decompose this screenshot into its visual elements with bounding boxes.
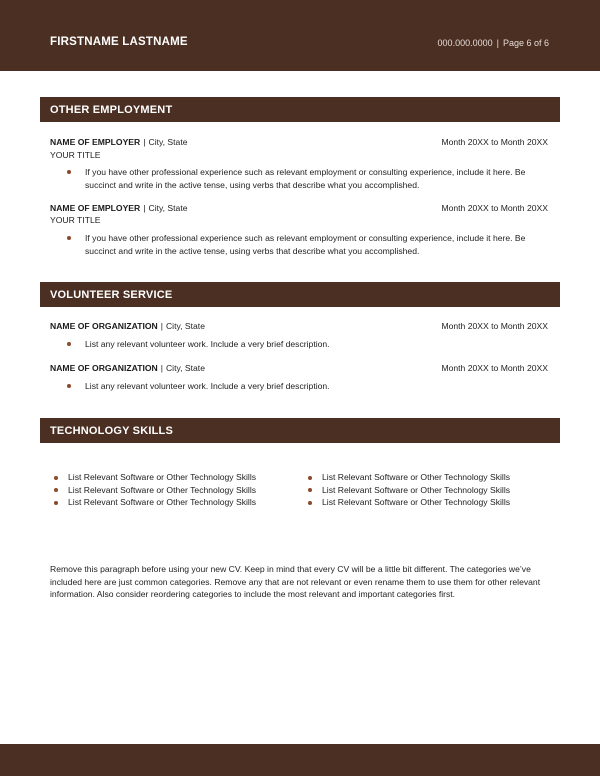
header-separator: | <box>496 38 499 48</box>
employment-bullet <box>85 166 551 191</box>
skill-item <box>304 496 544 509</box>
instruction-note: Remove this paragraph before using your new CV. Keep in mind that every CV will be a little bit different. The categories we’ve included here are just common categories. Remove any that are not relevant or even rename them to use them for other relevant information. Also consider reordering categories to include the most relevant and important categories first. <box>50 564 541 600</box>
page-number: Page 6 of 6 <box>502 38 549 48</box>
employment-bullet-text: If you have other professional experience such as relevant employment or consulting experience, include it here. Be succinct and write in the active tense, using verbs that describe what you accomplished. <box>85 167 526 190</box>
entry-separator: | <box>160 321 163 331</box>
entry-separator: | <box>160 363 163 373</box>
skill-text: List Relevant Software or Other Technology Skills <box>322 472 511 482</box>
volunteer-entry-header <box>50 320 548 332</box>
employment-entry-header <box>50 202 548 214</box>
organization-location: City, State <box>165 321 205 331</box>
job-title: YOUR TITLE <box>50 215 101 225</box>
section-technology-skills <box>40 418 560 443</box>
employment-dates: Month 20XX to Month 20XX <box>441 203 548 213</box>
page-footer <box>0 744 600 776</box>
organization-location: City, State <box>165 363 205 373</box>
skill-item <box>50 471 290 484</box>
bullet-icon <box>308 488 312 492</box>
skill-text: List Relevant Software or Other Technology Skills <box>68 497 257 507</box>
volunteer-bullet <box>85 380 551 393</box>
volunteer-entry-header <box>50 362 548 374</box>
skills-column-left <box>50 471 290 509</box>
section-title-volunteer-service: VOLUNTEER SERVICE <box>50 289 173 301</box>
employment-bullet <box>85 232 551 257</box>
skill-item <box>304 471 544 484</box>
employer-name: NAME OF EMPLOYER <box>50 203 141 213</box>
candidate-name: FIRSTNAME LASTNAME <box>50 36 188 48</box>
skill-text: List Relevant Software or Other Technology Skills <box>68 472 257 482</box>
skill-item <box>50 496 290 509</box>
bullet-icon <box>54 501 58 505</box>
section-title-technology-skills: TECHNOLOGY SKILLS <box>50 425 173 437</box>
skill-text: List Relevant Software or Other Technology Skills <box>322 497 511 507</box>
bullet-icon <box>67 342 71 346</box>
bullet-icon <box>54 488 58 492</box>
bullet-icon <box>67 236 71 240</box>
volunteer-dates: Month 20XX to Month 20XX <box>441 321 548 331</box>
bullet-icon <box>308 501 312 505</box>
employer-name: NAME OF EMPLOYER <box>50 137 141 147</box>
employment-dates: Month 20XX to Month 20XX <box>441 137 548 147</box>
skill-text: List Relevant Software or Other Technology Skills <box>68 484 257 495</box>
bullet-icon <box>308 476 312 480</box>
volunteer-bullet <box>85 338 551 351</box>
employment-entry-header <box>50 136 548 148</box>
volunteer-bullet-text: List any relevant volunteer work. Include a very brief description. <box>85 381 330 391</box>
entry-separator: | <box>143 137 146 147</box>
skill-item <box>304 484 544 497</box>
skills-column-right <box>304 471 544 509</box>
skill-item <box>50 484 290 497</box>
page-header <box>0 0 600 71</box>
volunteer-dates: Month 20XX to Month 20XX <box>441 363 548 373</box>
job-title: YOUR TITLE <box>50 150 101 160</box>
employer-location: City, State <box>148 203 188 213</box>
organization-name: NAME OF ORGANIZATION <box>50 321 158 331</box>
section-title-other-employment: OTHER EMPLOYMENT <box>50 104 173 116</box>
volunteer-bullet-text: List any relevant volunteer work. Include a very brief description. <box>85 339 330 349</box>
section-other-employment <box>40 97 560 122</box>
bullet-icon <box>54 476 58 480</box>
header-contact-page <box>438 38 549 48</box>
section-volunteer-service <box>40 282 560 307</box>
employer-location: City, State <box>148 137 188 147</box>
skill-text: List Relevant Software or Other Technology Skills <box>322 484 511 495</box>
employment-bullet-text: If you have other professional experience such as relevant employment or consulting experience, include it here. Be succinct and write in the active tense, using verbs that describe what you accomplished. <box>85 233 526 256</box>
bullet-icon <box>67 170 71 174</box>
organization-name: NAME OF ORGANIZATION <box>50 363 158 373</box>
phone-number: 000.000.0000 <box>437 38 493 48</box>
entry-separator: | <box>143 203 146 213</box>
bullet-icon <box>67 384 71 388</box>
